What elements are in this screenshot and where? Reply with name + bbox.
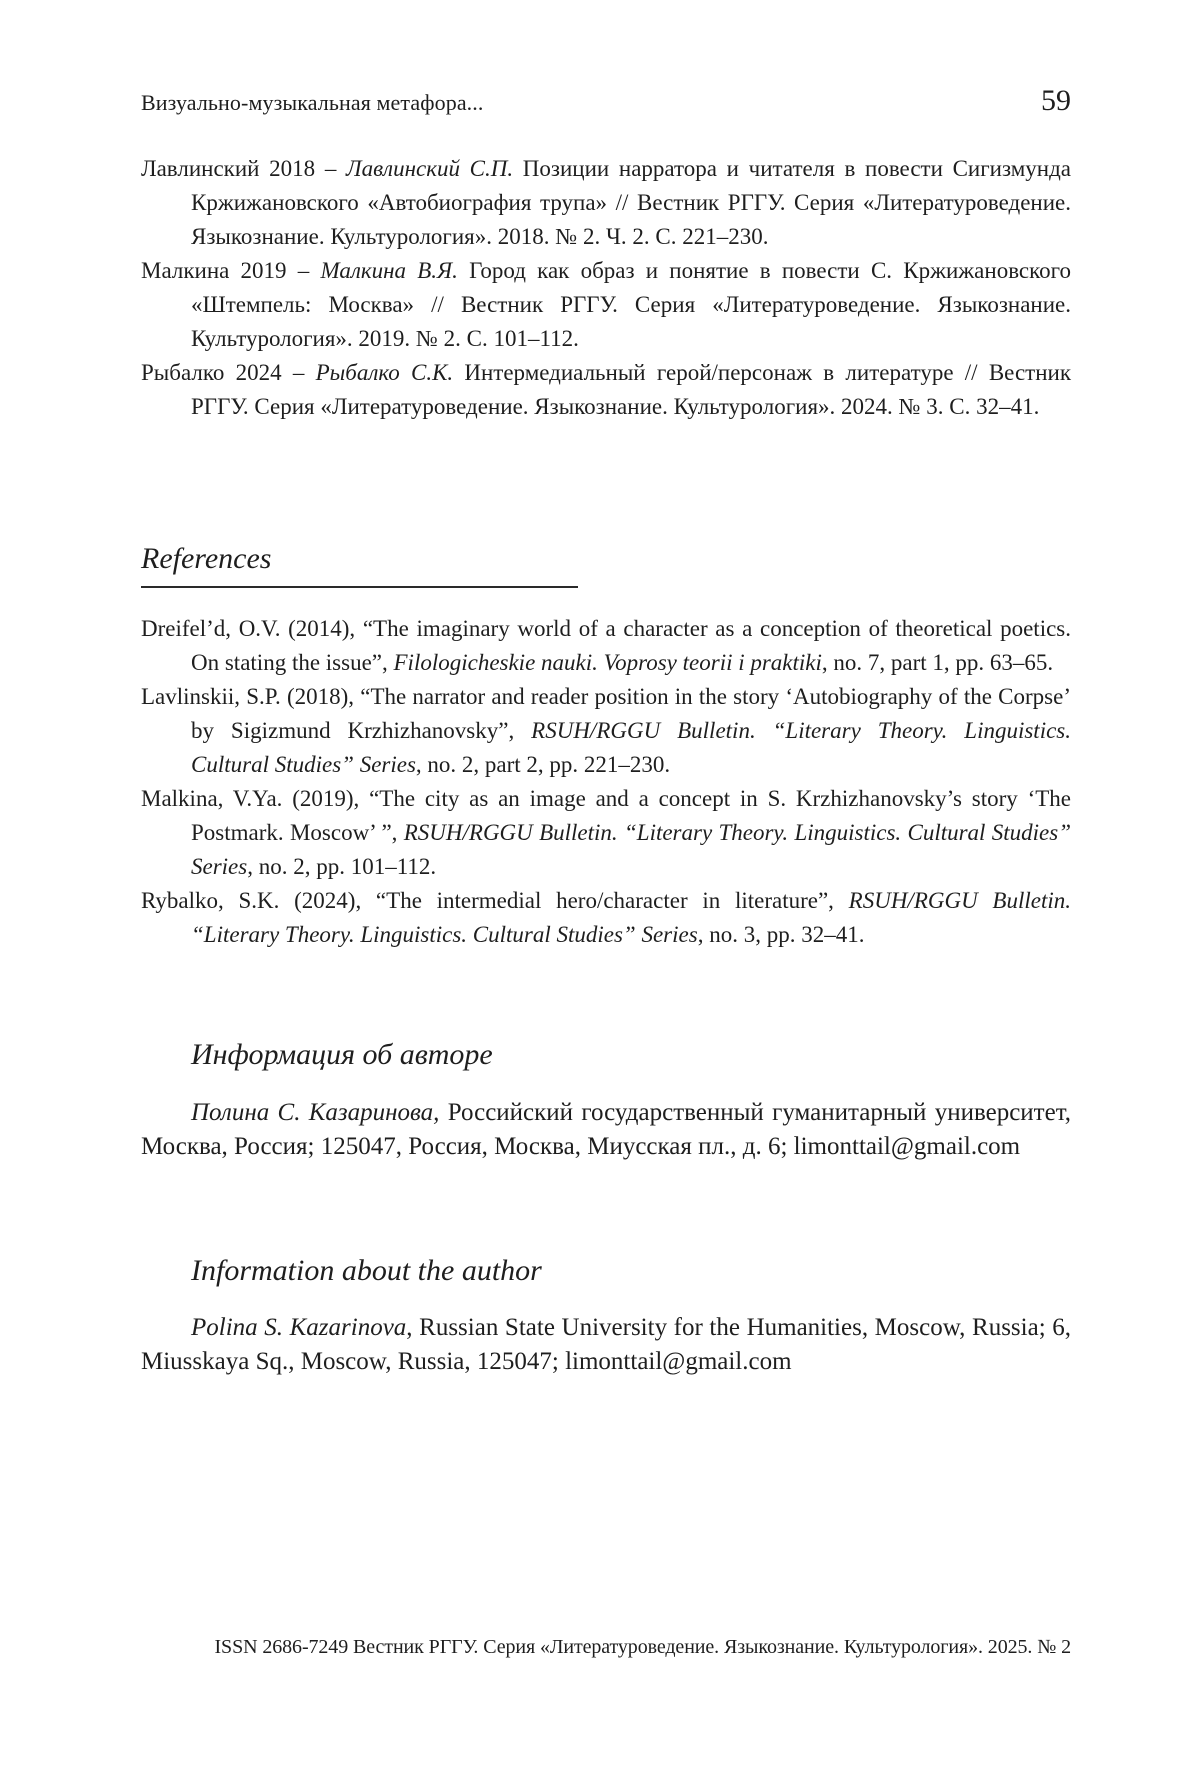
reference-text: Dreifel’d, O.V. (2014), “The imaginary world of a character as a conception of theo­retical poetics. On stating the issue”, [141, 616, 1071, 675]
entry-key: Лавлинский 2018 – [141, 156, 346, 181]
bibliography-entry [141, 356, 1071, 424]
running-title: Визуально-музыкальная метафора... [141, 90, 483, 116]
reference-tail: , no. 2, pp. 101–112. [247, 854, 436, 879]
reference-tail: , no. 3, pp. 32–41. [698, 922, 865, 947]
author-name-ru: Полина С. Казаринова, [191, 1099, 439, 1126]
entry-author: Малкина В.Я. [320, 258, 457, 283]
entry-author: Рыбалко С.К. [316, 360, 453, 385]
reference-text: Lavlinskii, S.P. (2018), “The narrator and reader position in the story ‘Autobiography of the Corpse’ by Sigizmund Krzhizhanovsky”, [141, 684, 1071, 743]
author-info-heading-en: Information about the author [191, 1254, 542, 1288]
entry-text: Позиции нарратора и читателя в повести Сигизмунда Кржижановского «Автобиография трупа» // Вестник РГГУ. Серия «Литературоведение. Языкознание. Культурология». 2018. № 2. Ч. 2. С. 221–230. [191, 156, 1071, 249]
reference-entry [141, 884, 1071, 952]
reference-tail: , no. 2, part 2, pp. 221–230. [416, 752, 670, 777]
reference-entry [141, 612, 1071, 680]
references-title: References [141, 542, 271, 576]
running-head [141, 84, 1071, 118]
entry-key: Малкина 2019 – [141, 258, 320, 283]
reference-tail: , no. 7, part 1, pp. 63–65. [822, 650, 1053, 675]
author-name-en: Polina S. Kazarinova [191, 1314, 406, 1341]
bibliography-entry [141, 152, 1071, 254]
references-list [141, 612, 1071, 952]
reference-journal: RSUH/RGGU Bulletin. “Literary Theory. Linguistics. Cultural Studies” Series [191, 888, 1071, 947]
entry-key: Рыбалко 2024 – [141, 360, 316, 385]
reference-text: Malkina, V.Ya. (2019), “The city as an image and a concept in S. Krzhizhanovsky’s story ‘The Postmark. Moscow’ ”, [141, 786, 1071, 845]
bibliography-list [141, 152, 1071, 424]
author-info-heading-ru: Информация об авторе [191, 1038, 493, 1072]
reference-journal: RSUH/RGGU Bulletin. “Literary Theory. Linguistics. Cultural Studies” Series [191, 820, 1071, 879]
entry-text: Интермедиальный герой/персонаж в литературе // Вестник РГГУ. Серия «Литературоведение. Языкознание. Культурология». 2024. № 3. С. 32–41. [191, 360, 1071, 419]
references-divider [141, 586, 578, 588]
entry-author: Лавлинский С.П. [346, 156, 513, 181]
reference-entry [141, 782, 1071, 884]
author-info-ru [141, 1096, 1071, 1164]
reference-journal: RSUH/RGGU Bulletin. “Literary Theory. Linguistics. Cultural Studies” Series [191, 718, 1071, 777]
author-affiliation-ru: Российский государственный гуманитарный университет, Москва, Россия; 125047, Россия, Москва, Миусская пл., д. 6; limonttail@gmail.com [141, 1099, 1071, 1160]
entry-text: Город как образ и понятие в повести С. Кржи­жановского «Штемпель: Москва» // Вестник РГГУ. Серия «Литературоведение. Языкознание. Культурология». 2019. № 2. С. 101–112. [191, 258, 1071, 351]
author-info-en [141, 1311, 1071, 1379]
reference-text: Rybalko, S.K. (2024), “The intermedial hero/character in literature”, [141, 888, 849, 913]
reference-entry [141, 680, 1071, 782]
journal-footer: ISSN 2686-7249 Вестник РГГУ. Серия «Литературоведение. Языкознание. Культурология». 2025. № 2 [146, 1636, 1071, 1659]
page-number: 59 [1041, 84, 1071, 118]
bibliography-entry [141, 254, 1071, 356]
reference-journal: Filologicheskie nauki. Voprosy teorii i praktiki [394, 650, 822, 675]
author-affiliation-en: , Russian State University for the Humanities, Mos­cow, Russia; 6, Miusskaya Sq., Moscow, Russia, 125047; limonttail@gmail.com [141, 1314, 1071, 1375]
